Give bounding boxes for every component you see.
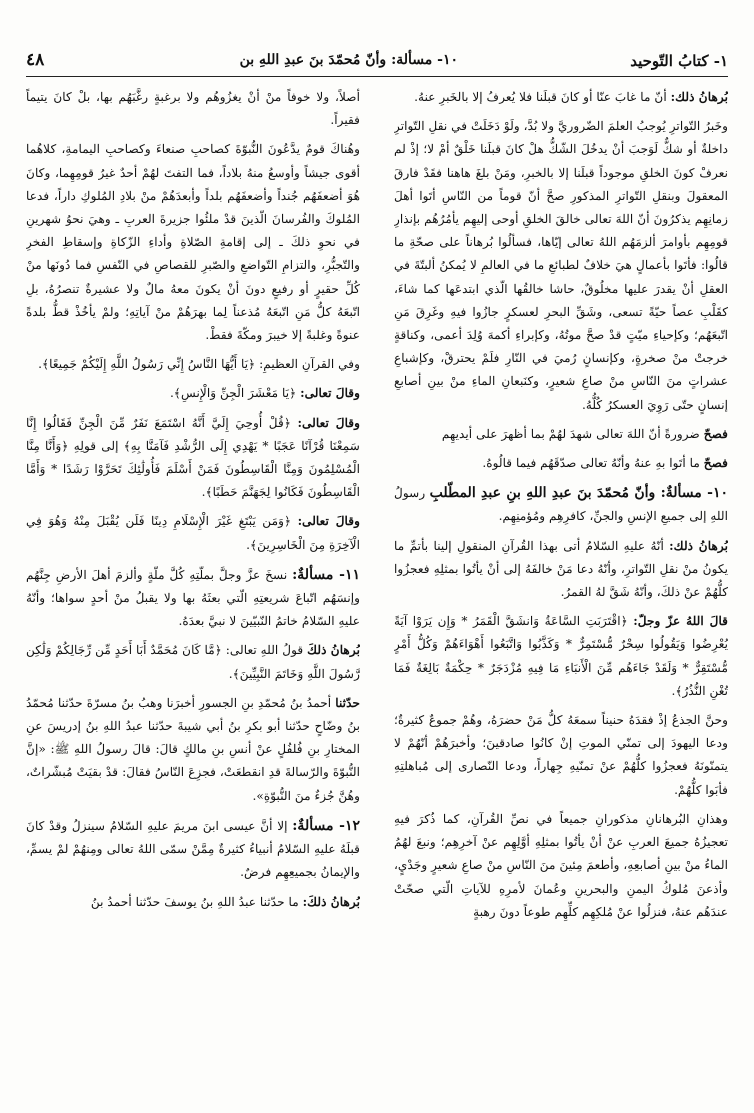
paragraph-lead: بُرهانُ ذلكَ:	[302, 894, 360, 909]
paragraph-text: رسولُ اللهِ إلى جميعِ الإنسِ والجنِّ، كافرِهِم ومُؤمنِهِم.	[394, 486, 728, 524]
paragraph	[394, 115, 728, 417]
paragraph	[26, 814, 360, 885]
paragraph-lead: فصحّ	[703, 426, 728, 441]
paragraph	[26, 86, 360, 132]
page-number: ٤٨	[26, 50, 45, 70]
issue-heading: ١١- مسألةٌ:	[292, 566, 360, 583]
paragraph	[394, 452, 728, 475]
paragraph-lead: وقالَ تعالى:	[297, 415, 360, 430]
paragraph	[26, 412, 360, 505]
paragraph-text: إلا أنَّ عيسى ابنَ مريمَ عليهِ السّلامُ سينزلُ وقدْ كانَ قبلَهُ عليهِ السّلامُ أنبياءُ كثيرةٌ مِمَّنْ سمّى اللهُ تعالى ومِنهُمْ لمْ يسمِّ، والإيمانُ بجميعِهِم فرضٌ.	[26, 818, 360, 880]
page-header	[26, 52, 728, 78]
paragraph-text: ﴿اقْتَرَبَتِ السَّاعَةُ وَانشَقَّ الْقَمَرُ * وَإِن يَرَوْا آيَةً يُعْرِضُوا وَيَقُولُوا سِحْرٌ مُّسْتَمِرٌّ * وَكَذَّبُوا وَاتَّبَعُوا أَهْوَاءَهُمْ وَكُلُّ أَمْرٍ مُّسْتَقِرٌّ * وَلَقَدْ جَاءَهُم مِّنَ الْأَنبَاءِ مَا فِيهِ مُزْدَجَرٌ * حِكْمَةٌ بَالِغَةٌ فَمَا تُغْنِ النُّذُرُ﴾.	[394, 614, 728, 698]
paragraph	[26, 891, 360, 914]
paragraph-lead: حدّثنا	[335, 695, 360, 710]
paragraph	[26, 510, 360, 556]
paragraph	[394, 808, 728, 924]
paragraph	[394, 86, 728, 109]
paragraph	[26, 353, 360, 376]
paragraph-lead: وقالَ تعالى:	[297, 514, 360, 529]
paragraph-lead: بُرهانُ ذلك:	[669, 538, 728, 553]
paragraph	[26, 138, 360, 347]
paragraph-lead: بُرهانُ ذلك:	[670, 90, 728, 104]
left-text-column	[26, 86, 360, 1096]
paragraph-lead: قالَ اللهُ عزّ وجلّ:	[633, 614, 728, 629]
paragraph-lead: فصحّ	[703, 456, 728, 471]
header-divider	[26, 76, 728, 77]
paragraph	[394, 535, 728, 605]
paragraph-text: أصلاً، ولا خوفاً منْ أنْ يغزُوهُم ولا برغبةٍ رغَّبَهُم بها، بلْ كانَ يتيماً فقيراً.	[26, 90, 360, 128]
paragraph-text: أنّهُ عليهِ السّلامُ أتى بهذا القُرآنِ المنقولِ إلينا بأتمِّ ما يكونُ منْ نقلِ التّواترِ، وأنّهُ دعا مَنْ خالفَهُ إلى أنْ يأتُوا بمثلِهِ فعجزُوا كلُّهُمْ عنْ ذلكَ، وأنّهُ شَقَّ لهُ القمرُ.	[394, 538, 728, 600]
paragraph-lead: بُرهانُ ذلكَ	[307, 643, 360, 658]
paragraph-text: ﴿يَا مَعْشَرَ الْجِنِّ وَالْإِنسِ﴾.	[169, 386, 301, 401]
right-text-column	[394, 86, 728, 1096]
paragraph-text: وهذانِ البُرهانانِ مذكورانِ جميعاً في نصِّ القُرآنِ، كما ذُكرَ فيهِ تعجيزُهُ جميعَ العربِ عنْ أنْ يأتُوا بمثلِهِ أوَّلِهِم عنْ آخرِهِم؛ ونبعَ لهُمُ الماءُ منْ بينِ أصابعِهِ، وأطعمَ مِئينَ منَ النّاسِ منْ صاعِ شعيرٍ وجَدْيٍ، وأذعنَ مُلوكُ اليمنِ والبحرينِ وعُمانَ لأمرِهِ للآياتِ الّتي صحّتْ عندَهُم عنهُ، فنزلُوا عنْ مُلكِهِم كلِّهِم طوعاً دونَ رهبةٍ	[394, 811, 728, 919]
paragraph	[394, 709, 728, 802]
issue-heading: ١٢- مسألةٌ:	[292, 817, 360, 834]
paragraph-text: أنّ ما غابَ عنّا أو كانَ قبلَنا فلا يُعرفُ إلا بالخَبرِ عنهُ.	[414, 90, 671, 104]
paragraph	[394, 610, 728, 703]
paragraph-text: وخَبرُ التّواترِ يُوجبُ العلمَ الضّروريَّ ولا بُدَّ، ولَوْ دَخَلَتْ في نقلِ التّواترِ داخلةٌ أو شكٌّ لَوَجبَ أنْ يدخُلَ الشّكُّ هلْ كانَ قبلَنا خَلْقٌ أمْ لا؛ إذْ لم نعرفْ كونَ الخلقِ موجوداً قبلَنا إلا بالخبرِ، ومَنْ بلغَ هاهنا فقَدْ فارقَ المعقولَ وبنقلِ التّواترِ المذكورِ صحَّ أنّ قوماً من النّاسِ أتَوا أهلَ زمانِهِم يذكرُونَ أنّ اللهَ تعالى خالقَ الخلقِ أوحى إليهِم يأمُرُهُم بإنذارِ قومِهِم بأوامرَ ألزمَهُم اللهُ تعالى إيّاها، فسألُوا بُرهاناً على صحّةِ ما قالُوا: فأتَوا بأعمالٍ هيَ خلافٌ لطبائعِ ما في العالمِ لا يُمكنُ ألبتّةَ في العقلِ أنْ يقدرَ عليها مخلُوقٌ، حاشا خالقُها الّذي ابتدعَها كما شاءَ، كقَلْبِ عصاً حيّةً تسعى، وشَقِّ البحرِ لعسكرٍ جازُوا فيهِ وغَرِقَ مَنِ اتّبعَهُم؛ وكإحياءِ ميّتٍ قدْ صحَّ موتُهُ، وكإبراءِ أكمهَ وُلِدَ أعمى، وكناقةٍ خرجتْ منْ صخرةٍ، وكإنسانٍ رُميَ في النّارِ فلَمْ يحترقْ، وكإشباعِ عشراتٍ منَ النّاسِ منْ صاعِ شعيرٍ، وكنَبعانِ الماءِ منْ بينِ أصابعِ إنسانٍ حتّى رَوِيَ العسكرُ كُلُّهُ.	[394, 119, 728, 412]
paragraph-text: ما حدّثنا عبدُ اللهِ بنُ يوسفَ حدّثنا أحمدُ بنُ	[90, 894, 303, 909]
paragraph-text: ما أتَوا بهِ عنهُ وأنّهُ تعالى صدّقَهُم فيما قالُوهُ.	[482, 456, 704, 471]
paragraph	[26, 692, 360, 808]
paragraph-lead: وقالَ تعالى:	[300, 386, 360, 401]
paragraph	[26, 563, 360, 634]
paragraph-text: وحنَّ الجذعُ إذْ فقدَهُ حنيناً سمعَهُ كلُّ مَنْ حضرَهُ، وهُمْ جموعٌ كثيرةٌ؛ ودعا اليهودَ إلى تمنّي الموتِ إنْ كانُوا صادقينَ؛ وأخبرَهُمْ أنّهُمْ لا يتمنّونَهُ فعجزُوا كلُّهُمْ عنْ تمنّيهِ جِهاراً، ودعا النّصارى إلى مُباهلتِهِ فأبَوا كلُّهُمْ.	[394, 713, 728, 797]
book-title: ١- كتابُ التّوحيد	[630, 52, 728, 70]
paragraph-text: ﴿قُلْ أُوحِيَ إِلَيَّ أَنَّهُ اسْتَمَعَ نَفَرٌ مِّنَ الْجِنِّ فَقَالُوا إِنَّا سَمِعْنَا قُرْآنًا عَجَبًا * يَهْدِي إِلَى الرُّشْدِ فَآمَنَّا بِهِ﴾ إلى قولِهِ ﴿وَأَنَّا مِنَّا الْمُسْلِمُونَ وَمِنَّا الْقَاسِطُونَ فَمَنْ أَسْلَمَ فَأُولَٰئِكَ تَحَرَّوْا رَشَدًا * وَأَمَّا الْقَاسِطُونَ فَكَانُوا لِجَهَنَّمَ حَطَبًا﴾.	[26, 415, 360, 500]
paragraph	[26, 382, 360, 405]
paragraph-text: نسخَ عزَّ وجلَّ بملّتِهِ كُلَّ ملّةٍ وألزمَ أهلَ الأرضِ جِنَّهُم وإنسَهُم اتّباعَ شريعتِهِ الّتي بعثَهُ بها ولا يقبلُ منْ أحدٍ سواها؛ وأنّهُ عليهِ السّلامُ خاتمُ النّبيّينَ لا نبيَّ بعدَهُ.	[26, 567, 360, 629]
paragraph-text: وهُناكَ قومٌ يدَّعُونَ النُّبوّةَ كصاحبِ صنعاءَ وكصاحبِ اليمامةِ، كلاهُما أقوى جيشاً وأوسعُ منهُ بلاداً، فما التفتَ لهُمْ أحدٌ غيرُ قومِهِما، وكانَ هُوَ أضعفَهُم جُنداً وأضعفَهُم بلداً وأبعدَهُمْ منْ بلادِ المُلوكِ داراً، فدعا المُلوكَ والفُرسانَ الّذينَ قدْ ملئُوا جزيرةَ العربِ ـ وهيَ نحوُ شهرينِ في نحوِ ذلكَ ـ إلى إقامةِ الصّلاةِ وأداءِ الزّكاةِ وإسقاطِ الفخرِ والتّجبُّرِ، والتزامِ التّواضعِ والصّبرِ للقصاصِ في النّفسِ فما دُونَها منْ كُلِّ حقيرٍ أو رفيعٍ دونَ أنْ يكونَ معهُ مالٌ ولا عشيرةٌ تنصرُهُ، بلِ اتّبعَهُ كلُّ مَنِ اتّبعَهُ مُذعناً لِما بهرَهُمْ منْ آياتِهِ؛ ولمْ يأخُذْ قطُّ بلدةً عنوةً وغلبةً إلا خيبرَ ومكّةَ فقطْ.	[26, 142, 360, 343]
paragraph-text: وفي القرآنِ العظيمِ: ﴿يَا أَيُّهَا النَّاسُ إِنِّي رَسُولُ اللَّهِ إِلَيْكُمْ جَمِيعًا﴾.	[38, 357, 360, 372]
issue-heading: ١٠- مسألةٌ: وأنّ مُحمّدَ بنَ عبدِ اللهِ بنِ عبدِ المطّلبِ	[429, 485, 728, 502]
paragraph	[26, 639, 360, 685]
paragraph-text: أحمدُ بنُ مُحمّدِ بنِ الجسورِ أخبرَنا وهبُ بنُ مسرّةَ حدّثنا مُحمّدُ بنُ وضّاحٍ حدّثنا أبو بكرِ بنُ أبي شيبةَ حدّثنا عبدُ اللهِ بنُ إدريسَ عنِ المختارِ بنِ فُلفُلٍ عنْ أنسِ بنِ مالكٍ قالَ: قالَ رسولُ اللهِ ﷺ: «إنَّ النُّبوّةَ والرّسالةَ قدِ انقطعَتْ، فجزِعَ النّاسُ فقالَ: قدْ بقيَتْ مُبشّراتٌ، وهُنَّ جُزءٌ منَ النُّبوّةِ».	[26, 695, 360, 803]
paragraph-text: ضرورةً أنّ اللهَ تعالى شهدَ لهُمْ بما أظهرَ على أيديهِم	[441, 426, 704, 441]
paragraph-text: قولُ اللهِ تعالى: ﴿مَّا كَانَ مُحَمَّدٌ أَبَا أَحَدٍ مِّن رِّجَالِكُمْ وَلَٰكِن رَّسُولَ اللَّهِ وَخَاتَمَ النَّبِيِّينَ﴾.	[26, 643, 360, 681]
paragraph	[394, 481, 728, 528]
running-section-title: ١٠- مسألة: وأنّ مُحمّدَ بنَ عبدِ اللهِ بن	[239, 52, 458, 68]
paragraph	[394, 423, 728, 446]
paragraph-text: ﴿وَمَن يَبْتَغِ غَيْرَ الْإِسْلَامِ دِينًا فَلَن يُقْبَلَ مِنْهُ وَهُوَ فِي الْآخِرَةِ مِنَ الْخَاسِرِينَ﴾.	[26, 514, 360, 552]
